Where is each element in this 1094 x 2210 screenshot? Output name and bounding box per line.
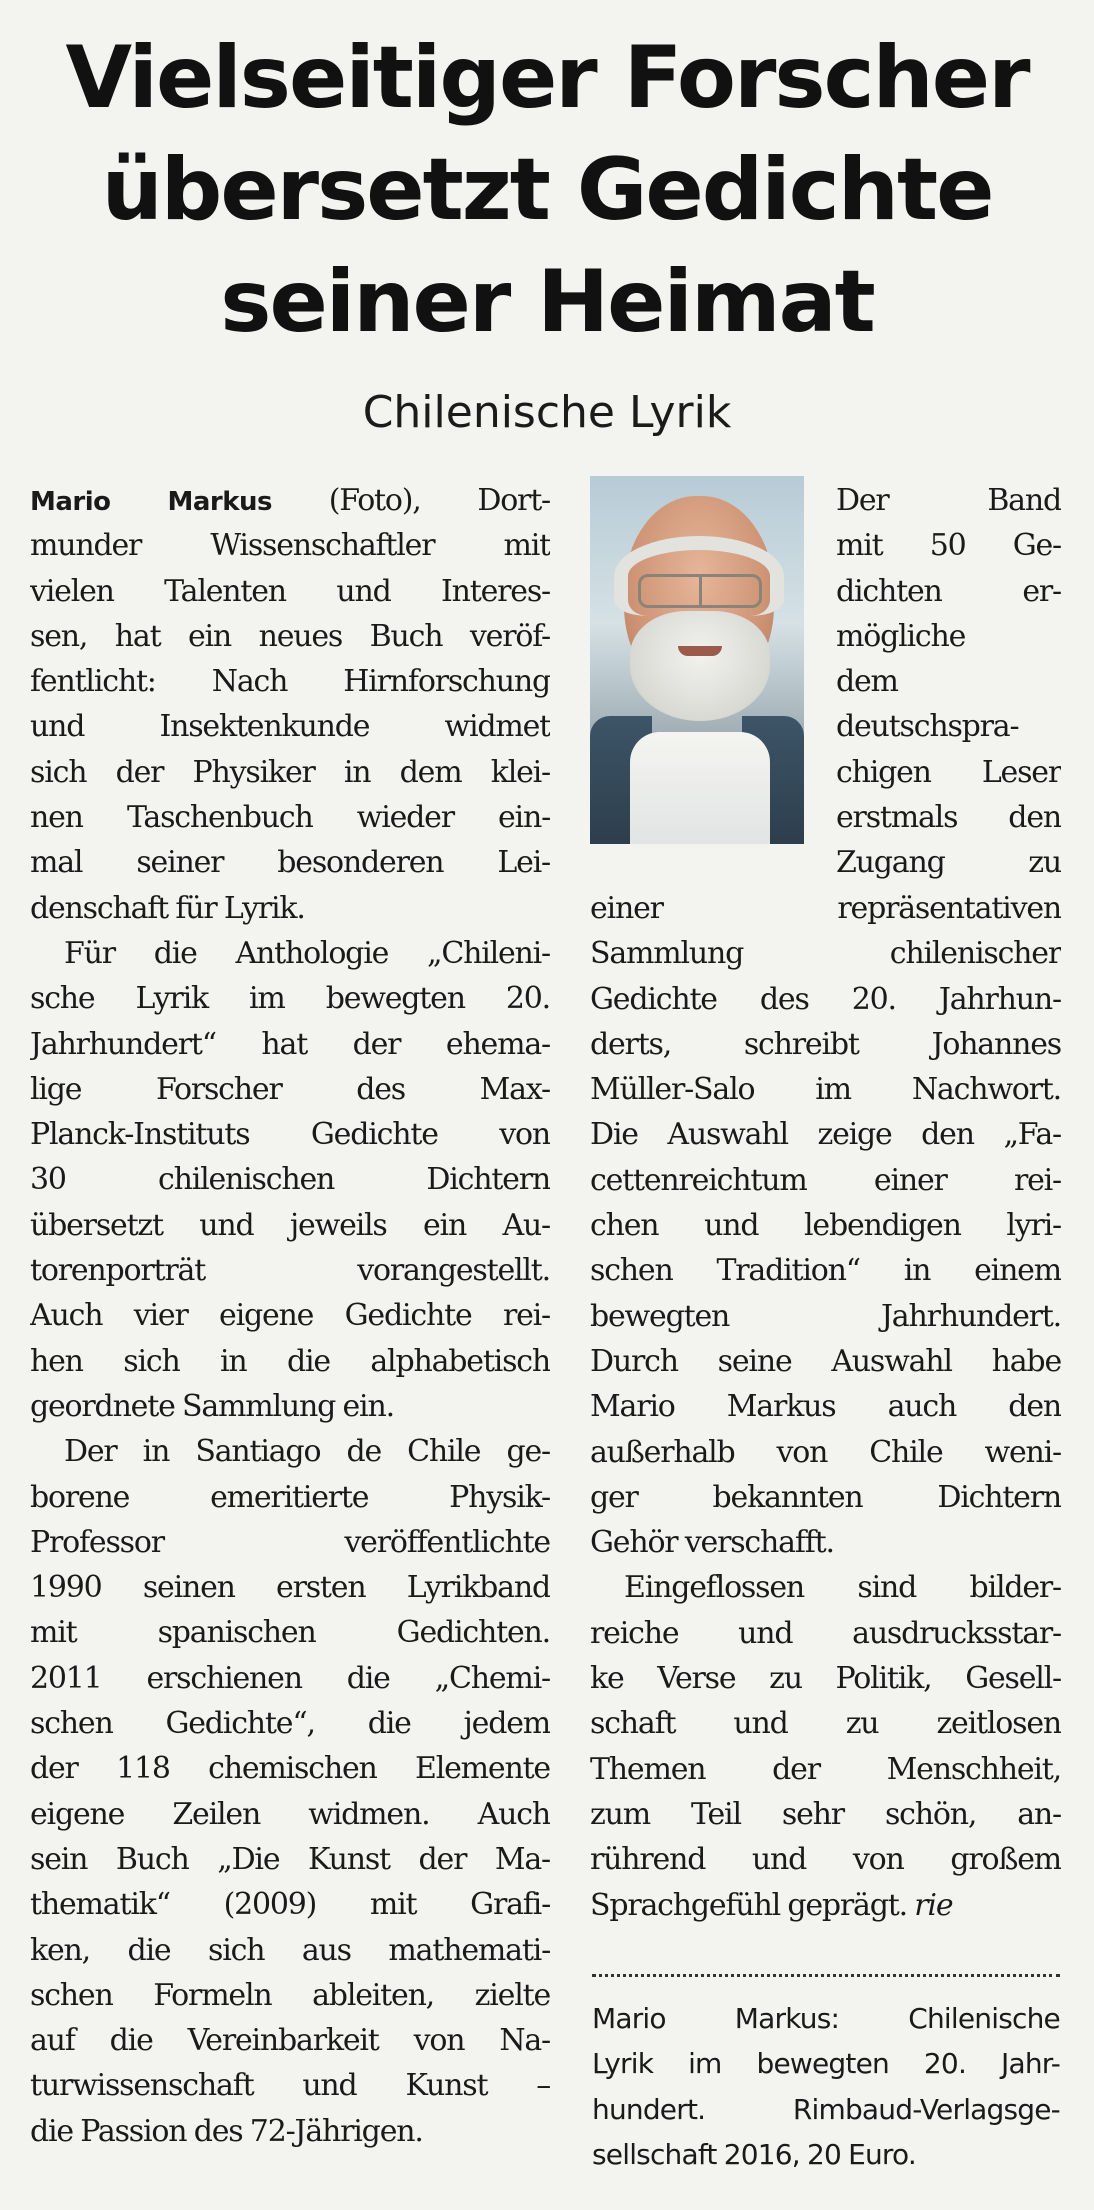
photo-mouth — [678, 646, 722, 656]
text-line: mal seiner besonderen Lei- — [30, 845, 550, 881]
text-line: cettenreichtum einer rei- — [590, 1162, 1061, 1198]
text-line: lige Forscher des Max- — [30, 1071, 550, 1107]
text-line: Für die Anthologie „Chileni- — [64, 935, 550, 971]
text-line: ke Verse zu Politik, Gesell- — [590, 1661, 1061, 1697]
text-line: Durch seine Auswahl habe — [590, 1343, 1061, 1379]
book-info-line: Mario Markus: Chilenische — [592, 2002, 1060, 2035]
text-line: torenporträt vorangestellt. — [30, 1253, 550, 1289]
text-line: dichten er- — [836, 573, 1061, 609]
text-line: Zugang zu — [836, 845, 1061, 881]
text-line: Mario Markus auch den — [590, 1389, 1061, 1425]
subheadline: Chilenische Lyrik — [362, 387, 732, 438]
text-line: auf die Vereinbarkeit von Na- — [30, 2023, 550, 2059]
text-line: reiche und ausdrucksstar- — [590, 1615, 1061, 1651]
text-line: schen Tradition“ in einem — [590, 1253, 1061, 1289]
text-line: turwissenschaft und Kunst – — [30, 2068, 550, 2104]
text-line-rest: (Foto), Dort- — [328, 483, 550, 518]
author-name: Mario Markus — [30, 487, 272, 517]
text-line: 2011 erschienen die „Chemi- — [30, 1660, 550, 1696]
author-signature: rie — [914, 1887, 953, 1923]
text-line: bewegten Jahrhundert. — [590, 1298, 1061, 1334]
text-line: sein Buch „Die Kunst der Ma- — [30, 1841, 550, 1877]
text-line: Themen der Menschheit, — [590, 1751, 1061, 1787]
text-line-content: Sprachgefühl geprägt. — [590, 1887, 907, 1923]
article-right-column-top — [836, 478, 1061, 886]
text-line: Jahrhundert“ hat der ehema- — [30, 1026, 550, 1062]
text-line: 30 chilenischen Dichtern — [30, 1162, 550, 1198]
text-line: Sammlung chilenischer — [590, 936, 1061, 972]
text-line: nen Taschenbuch wieder ein- — [30, 800, 550, 836]
text-line: deutschspra- — [836, 709, 1019, 745]
text-line: zum Teil sehr schön, an- — [590, 1796, 1061, 1832]
headline — [0, 22, 1094, 358]
text-line: schaft und zu zeitlosen — [590, 1706, 1061, 1742]
headline-line: übersetzt Gedichte — [101, 140, 993, 240]
text-line: geordnete Sammlung ein. — [30, 1388, 394, 1424]
text-line: und Insektenkunde widmet — [30, 709, 550, 745]
text-line: munder Wissenschaftler mit — [30, 528, 550, 564]
text-line: erstmals den — [836, 800, 1061, 836]
text-line: mit 50 Ge- — [836, 528, 1061, 564]
text-line: schen Gedichte“, die jedem — [30, 1706, 550, 1742]
text-line: übersetzt und jeweils ein Au- — [30, 1207, 550, 1243]
text-line: einer repräsentativen — [590, 891, 1061, 926]
text-line: Eingeflossen sind bilder- — [624, 1570, 1061, 1606]
text-line: rührend und von großem — [590, 1842, 1061, 1878]
book-info — [592, 1996, 1060, 2177]
text-line: 1990 seinen ersten Lyrikband — [30, 1570, 550, 1606]
text-line: die Passion des 72-Jährigen. — [30, 2113, 423, 2149]
book-info-line: hundert. Rimbaud-Verlagsge- — [592, 2092, 1060, 2126]
text-line: mögliche — [836, 618, 966, 654]
text-line: Die Auswahl zeige den „Fa- — [590, 1117, 1061, 1153]
book-info-line: Lyrik im bewegten 20. Jahr- — [592, 2047, 1060, 2081]
text-line: außerhalb von Chile weni- — [590, 1434, 1061, 1470]
text-line: Der in Santiago de Chile ge- — [64, 1434, 550, 1470]
text-line: ger bekannten Dichtern — [590, 1479, 1061, 1515]
text-line: Der Band — [836, 483, 1061, 518]
text-line: eigene Zeilen widmen. Auch — [30, 1796, 550, 1832]
text-line — [30, 478, 550, 523]
author-photo — [590, 476, 804, 844]
dotted-divider — [592, 1974, 1060, 1977]
text-line: Auch vier eigene Gedichte rei- — [30, 1298, 550, 1334]
text-line: Gehör verschafft. — [590, 1525, 834, 1561]
text-line: derts, schreibt Johannes — [590, 1026, 1061, 1062]
text-line: fentlicht: Nach Hirnforschung — [30, 664, 550, 700]
article-right-column-bottom — [590, 886, 1061, 1928]
photo-glasses — [638, 574, 762, 608]
book-info-line: sellschaft 2016, 20 Euro. — [592, 2137, 916, 2171]
text-line: sen, hat ein neues Buch veröf- — [30, 618, 550, 654]
text-line: borene emeritierte Physik- — [30, 1479, 550, 1515]
text-line: chen und lebendigen lyri- — [590, 1208, 1061, 1244]
headline-line: seiner Heimat — [220, 252, 874, 352]
text-line — [590, 1883, 1061, 1928]
text-line: mit spanischen Gedichten. — [30, 1615, 550, 1651]
text-line: ken, die sich aus mathemati- — [30, 1932, 550, 1968]
text-line: vielen Talenten und Interes- — [30, 573, 550, 609]
text-line: Planck-Instituts Gedichte von — [30, 1117, 550, 1153]
photo-beard — [630, 611, 770, 721]
text-line: Gedichte des 20. Jahrhun- — [590, 981, 1061, 1017]
article-left-column — [30, 478, 550, 2154]
text-line: hen sich in die alphabetisch — [30, 1343, 550, 1379]
text-line: denschaft für Lyrik. — [30, 890, 305, 926]
text-line: sich der Physiker in dem klei- — [30, 754, 550, 790]
photo-shirt — [630, 732, 770, 844]
text-line: chigen Leser — [836, 754, 1061, 790]
text-line: Professor veröffentlichte — [30, 1524, 550, 1560]
text-line: dem — [836, 664, 898, 700]
text-line: sche Lyrik im bewegten 20. — [30, 981, 550, 1017]
text-line: thematik“ (2009) mit Grafi- — [30, 1887, 550, 1923]
headline-line: Vielseitiger Forscher — [65, 28, 1029, 128]
text-line: Müller-Salo im Nachwort. — [590, 1072, 1061, 1108]
text-line: der 118 chemischen Elemente — [30, 1751, 550, 1787]
text-line: schen Formeln ableiten, zielte — [30, 1977, 550, 2013]
